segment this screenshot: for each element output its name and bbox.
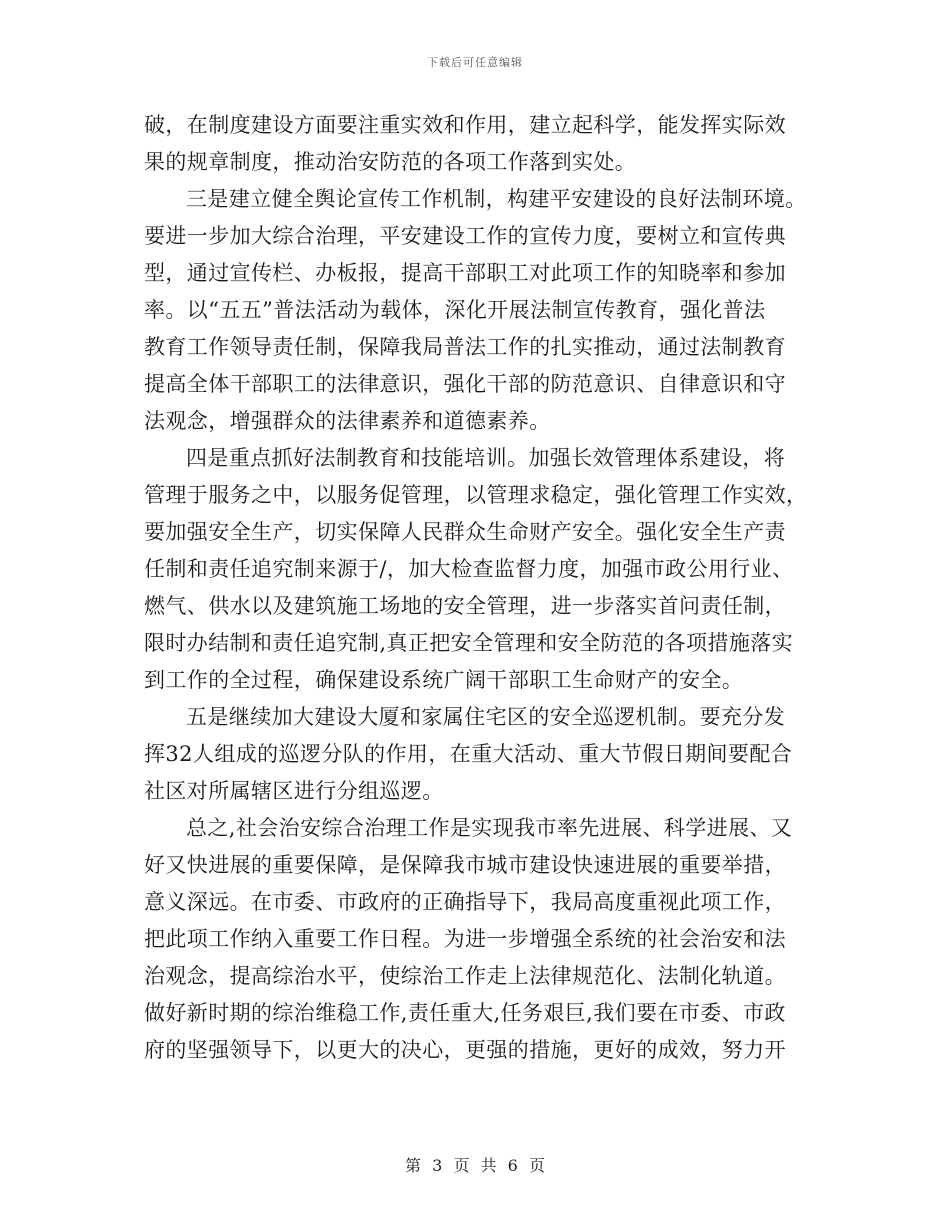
text-line: 做好新时期的综治维稳工作,责任重大,任务艰巨,我们要在市委、市政 <box>144 1001 786 1025</box>
total-pages-number: 6 <box>507 1156 518 1175</box>
paragraph <box>144 107 814 181</box>
text-line: 率。以“五五”普法活动为载体，深化开展法制宣传教育，强化普法 <box>144 298 766 322</box>
text-line: 四是重点抓好法制教育和技能培训。加强长效管理体系建设，将 <box>186 446 786 470</box>
text-line: 要加强安全生产，切实保障人民群众生命财产安全。强化安全生产责 <box>144 520 786 544</box>
text-line: 三是建立健全舆论宣传工作机制，构建平安建设的良好法制环境。 <box>186 187 807 211</box>
current-page-number: 3 <box>432 1156 443 1175</box>
text-line: 任制和责任追究制来源于/，加大检查监督力度，加强市政公用行业、 <box>144 557 794 581</box>
page-label-suffix: 页 <box>528 1156 545 1175</box>
total-label: 共 <box>480 1156 497 1175</box>
text-line: 意义深远。在市委、市政府的正确指导下，我局高度重视此项工作， <box>144 890 786 914</box>
document-body <box>144 107 814 1069</box>
text-line: 五是继续加大建设大厦和家属住宅区的安全巡逻机制。要充分发 <box>186 705 786 729</box>
text-line: 破，在制度建设方面要注重实效和作用，建立起科学，能发挥实际效 <box>144 113 786 137</box>
paragraph <box>144 810 814 1069</box>
text-line: 管理于服务之中，以服务促管理，以管理求稳定，强化管理工作实效， <box>144 483 808 507</box>
page-label-mid: 页 <box>453 1156 470 1175</box>
page-header: 下载后可任意编辑 <box>427 56 523 69</box>
page-label-prefix: 第 <box>405 1156 422 1175</box>
text-line: 限时办结制和责任追究制,真正把安全管理和安全防范的各项措施落实 <box>144 631 794 655</box>
text-line: 挥32人组成的巡逻分队的作用，在重大活动、重大节假日期间要配合 <box>144 742 793 766</box>
text-line: 教育工作领导责任制，保障我局普法工作的扎实推动，通过法制教育 <box>144 335 786 359</box>
text-line: 把此项工作纳入重要工作日程。为进一步增强全系统的社会治安和法 <box>144 927 786 951</box>
text-line: 治观念，提高综治水平，使综治工作走上法律规范化、法制化轨道。 <box>144 964 786 988</box>
paragraph <box>144 181 814 440</box>
paragraph <box>144 699 814 810</box>
text-line: 果的规章制度，推动治安防范的各项工作落到实处。 <box>144 150 637 174</box>
paragraph <box>144 440 814 699</box>
text-line: 提高全体干部职工的法律意识，强化干部的防范意识、自律意识和守 <box>144 372 786 396</box>
text-line: 型，通过宣传栏、办板报，提高干部职工对此项工作的知晓率和参加 <box>144 261 786 285</box>
text-line: 法观念，增强群众的法律素养和道德素养。 <box>144 409 551 433</box>
text-line: 到工作的全过程，确保建设系统广阔干部职工生命财产的安全。 <box>144 668 744 692</box>
text-line: 燃气、供水以及建筑施工场地的安全管理，进一步落实首问责任制， <box>144 594 786 618</box>
text-line: 府的坚强领导下，以更大的决心，更强的措施，更好的成效，努力开 <box>144 1038 786 1062</box>
page-footer <box>0 1153 950 1176</box>
text-line: 总之,社会治安综合治理工作是实现我市率先进展、科学进展、又 <box>186 816 793 840</box>
text-line: 社区对所属辖区进行分组巡逻。 <box>144 779 444 803</box>
text-line: 好又快进展的重要保障，是保障我市城市建设快速进展的重要举措， <box>144 853 786 877</box>
text-line: 要进一步加大综合治理，平安建设工作的宣传力度，要树立和宣传典 <box>144 224 786 248</box>
